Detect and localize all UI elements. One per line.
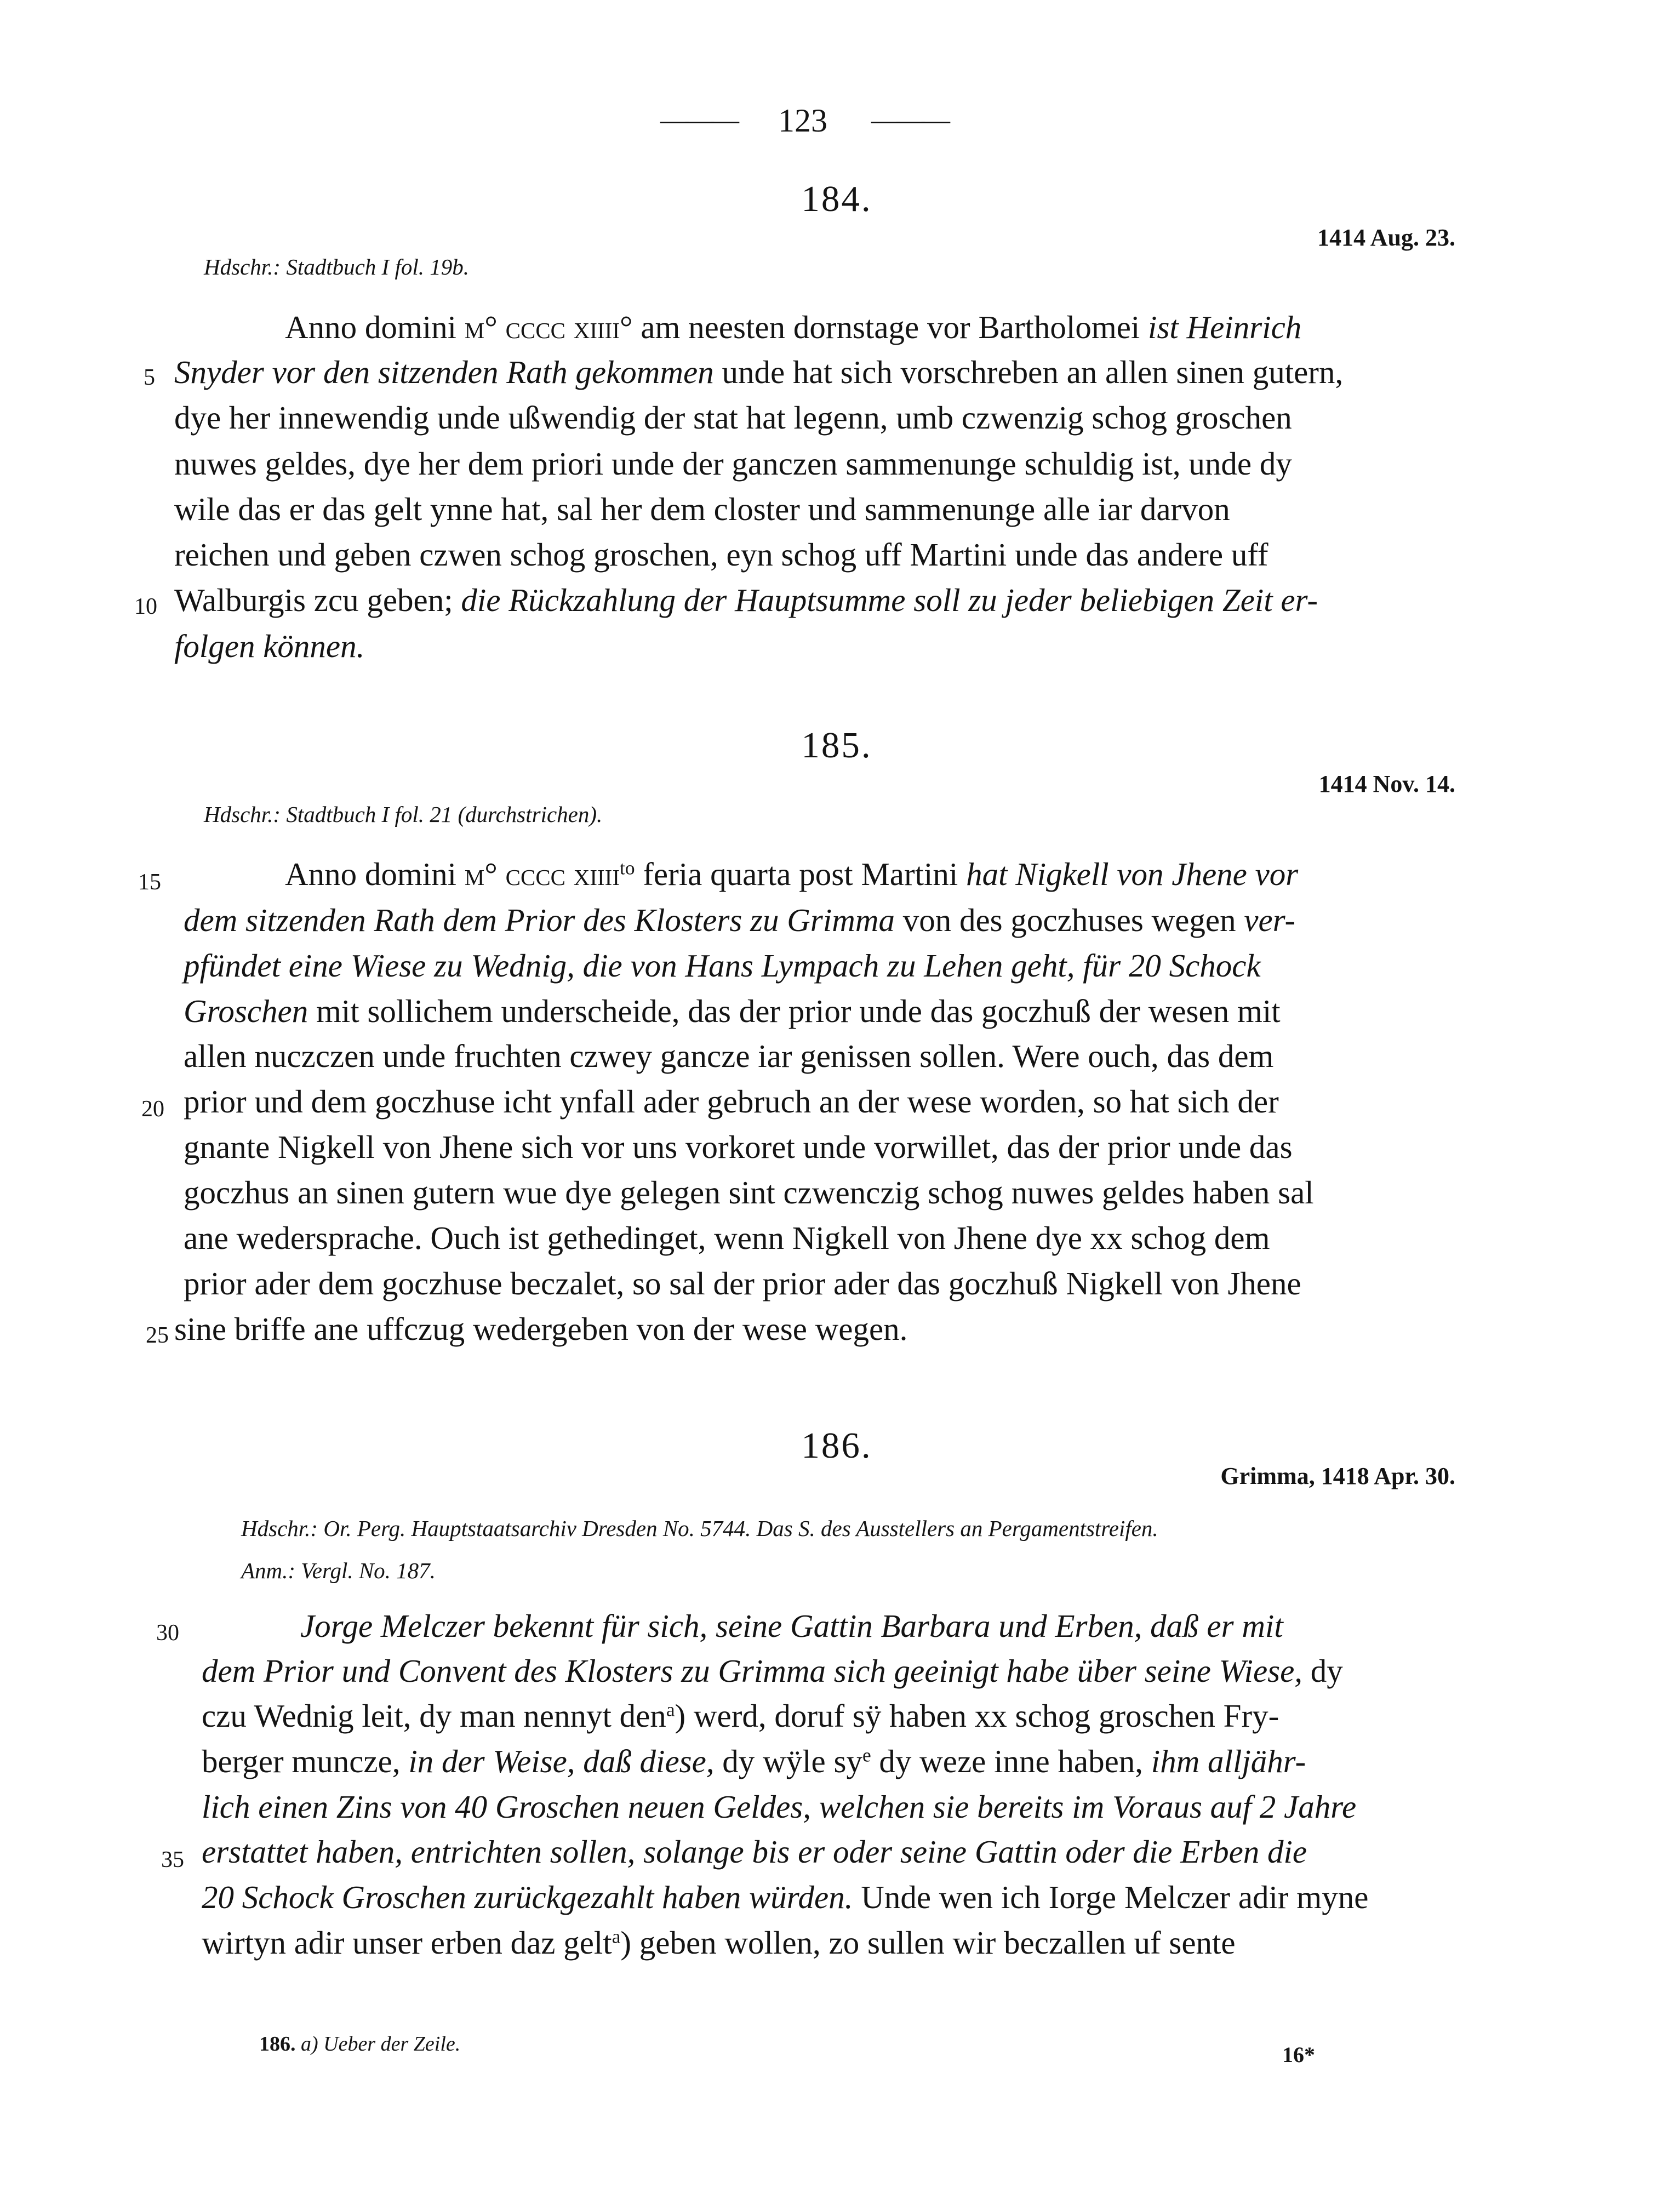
document-number: 186. [801,1425,872,1466]
text-line: Anno domini m° cccc xiiii$^{to}$ feria quarta post Martini hat Nigkell von Jhene vor [285,856,1299,892]
page-header [0,104,1680,142]
text-line: czu Wednig leit, dy man nennyt den$^a$) werd, doruf sÿ haben xx schog groschen Fry- [202,1698,1279,1734]
line-number: 15 [138,870,161,895]
text-line: dem Prior und Convent des Klosters zu Grimma sich geeinigt habe über seine Wiese, dy [202,1653,1343,1689]
line-number: 10 [134,594,157,619]
header-dash-right: ——— [871,105,947,136]
source-note: Hdschr.: Stadtbuch I fol. 19b. [204,254,469,279]
text-line: Anno domini m° cccc xiiii° am neesten dornstage vor Bartholomei ist Heinrich [285,309,1302,345]
text-line: prior und dem goczhuse icht ynfall ader gebruch an der wese worden, so hat sich der [184,1083,1279,1120]
text-line: Snyder vor den sitzenden Rath gekommen unde hat sich vorschreben an allen sinen gutern, [174,354,1344,390]
text-line: reichen und geben czwen schog groschen, eyn schog uff Martini unde das andere uff [174,536,1268,573]
text-line: 20 Schock Groschen zurückgezahlt haben würden. Unde wen ich Iorge Melczer adir myne [202,1879,1369,1915]
source-note: Hdschr.: Or. Perg. Hauptstaatsarchiv Dresden No. 5744. Das S. des Ausstellers an Pergamentstreifen. [241,1516,1158,1541]
text-line: Jorge Melczer bekennt für sich, seine Gattin Barbara und Erben, daß er mit [300,1608,1283,1644]
text-line: prior ader dem goczhuse beczalet, so sal der prior ader das goczhuß Nigkell von Jhene [184,1265,1301,1301]
document-date: 1414 Nov. 14. [1318,770,1455,797]
line-number: 30 [156,1620,179,1646]
header-dash-left: ——— [660,105,736,136]
line-number: 5 [144,365,155,390]
text-line: dem sitzenden Rath dem Prior des Klosters zu Grimma von des goczhuses wegen ver- [184,902,1296,938]
sheet-signature: 16* [1282,2042,1315,2067]
footnote-text: a) Ueber der Zeile. [301,2033,461,2056]
footnote-number: 186. [259,2033,296,2056]
text-line: Groschen mit sollichem underscheide, das der prior unde das goczhuß der wesen mit [184,993,1281,1029]
text-line: allen nuczczen unde fruchten czwey gancze iar genissen sollen. Were ouch, das dem [184,1038,1274,1074]
page-number: 123 [778,102,827,139]
document-date: Grimma, 1418 Apr. 30. [1220,1463,1455,1489]
text-line: Walburgis zcu geben; die Rückzahlung der Hauptsumme soll zu jeder beliebigen Zeit er- [174,582,1318,618]
document-number: 185. [801,725,872,766]
text-line: folgen können. [174,628,365,664]
text-line: dye her innewendig unde ußwendig der stat hat legenn, umb czwenzig schog groschen [174,399,1292,436]
text-line: gnante Nigkell von Jhene sich vor uns vorkoret unde vorwillet, das der prior unde das [184,1129,1293,1165]
text-line: pfündet eine Wiese zu Wednig, die von Hans Lympach zu Lehen geht, für 20 Schock [184,947,1261,984]
text-line: erstattet haben, entrichten sollen, solange bis er oder seine Gattin oder die Erben die [202,1834,1307,1870]
text-line: sine briffe ane uffczug wedergeben von der wese wegen. [174,1311,908,1347]
line-number: 20 [141,1097,164,1122]
source-note: Hdschr.: Stadtbuch I fol. 21 (durchstrichen). [204,802,603,827]
document-number: 184. [801,179,872,219]
document-date: 1414 Aug. 23. [1317,224,1455,251]
text-line: nuwes geldes, dye her dem priori unde der ganczen sammenunge schuldig ist, unde dy [174,446,1292,482]
text-line: wirtyn adir unser erben daz gelt$^a$) geben wollen, zo sullen wir beczallen uf sente [202,1925,1236,1961]
footnote [259,2032,460,2056]
text-line: wile das er das gelt ynne hat, sal her dem closter und sammenunge alle iar darvon [174,491,1230,527]
text-line: lich einen Zins von 40 Groschen neuen Geldes, welchen sie bereits im Voraus auf 2 Jahre [202,1789,1357,1825]
annotation-note: Anm.: Vergl. No. 187. [241,1558,436,1583]
text-line: berger muncze, in der Weise, daß diese, dy wÿle $sy^e$ dy weze inne haben, ihm alljähr- [202,1743,1306,1779]
line-number: 25 [146,1323,169,1348]
line-number: 35 [161,1847,184,1872]
text-line: goczhus an sinen gutern wue dye gelegen sint czwenczig schog nuwes geldes haben sal [184,1174,1314,1211]
text-line: ane wedersprache. Ouch ist gethedinget, wenn Nigkell von Jhene dye xx schog dem [184,1220,1270,1256]
